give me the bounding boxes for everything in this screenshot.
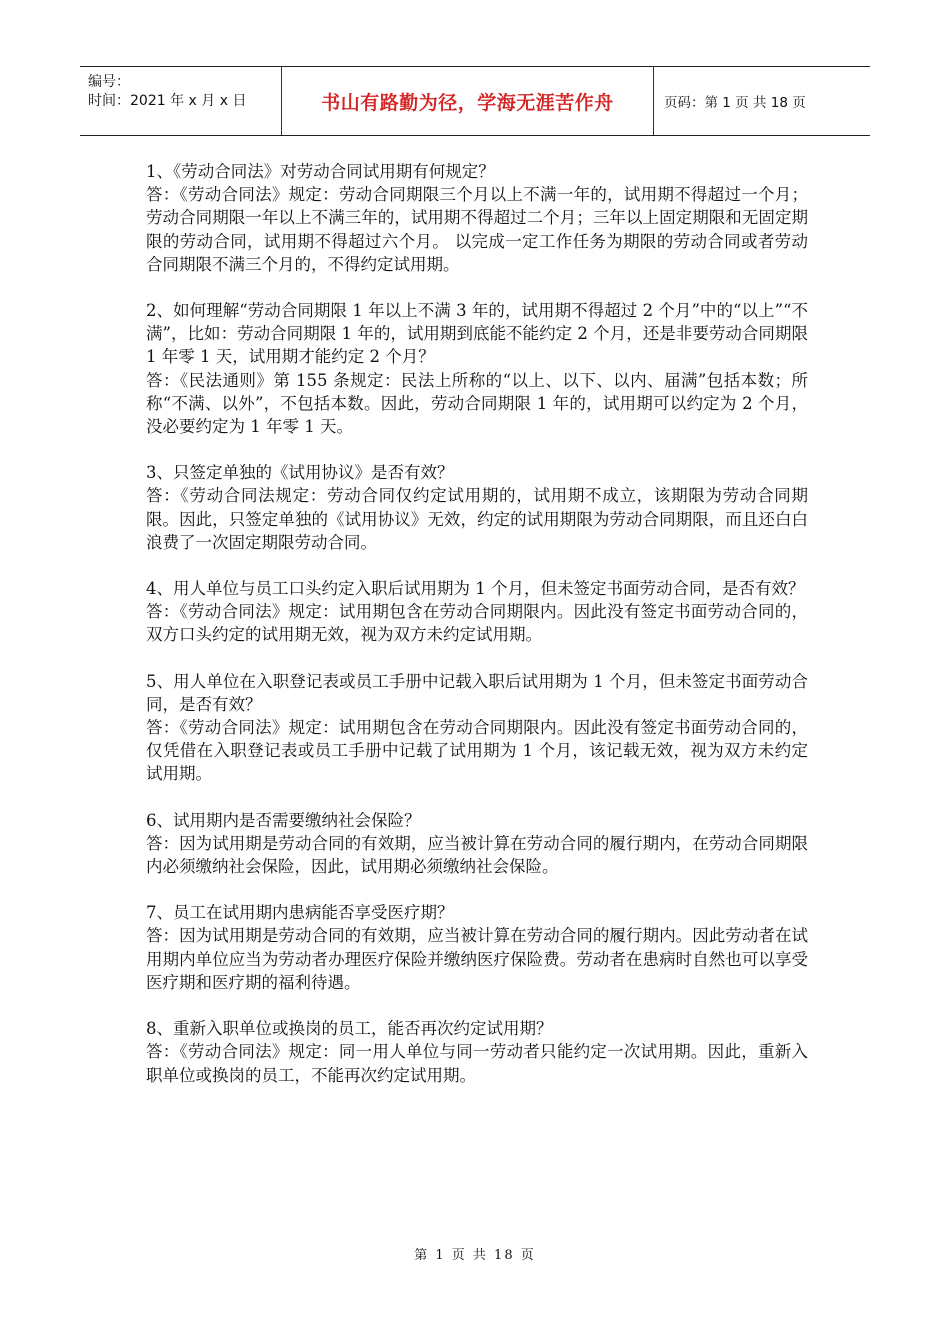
- header-motto: 书山有路勤为径，学海无涯苦作舟: [282, 67, 654, 135]
- header-meta: [80, 67, 282, 135]
- answer-text: 答：因为试用期是劳动合同的有效期，应当被计算在劳动合同的履行期内。因此劳动者在试用期内单位应当为劳动者办理医疗保险并缴纳医疗保险费。劳动者在患病时自然也可以享受医疗期和医疗期的福利待遇。: [146, 926, 808, 992]
- question-text: 1、《劳动合同法》对劳动合同试用期有何规定？: [146, 162, 495, 181]
- answer-text: 答：《劳动合同法》规定：劳动合同期限三个月以上不满一年的，试用期不得超过一个月；劳动合同期限一年以上不满三年的，试用期不得超过二个月；三年以上固定期限和无固定期限的劳动合同，试用期不得超过六个月。 以完成一定工作任务为期限的劳动合同或者劳动合同期限不满三个月的，不得约定试用期。: [146, 185, 808, 274]
- question-text: 8、重新入职单位或换岗的员工，能否再次约定试用期？: [146, 1019, 553, 1039]
- document-body: [146, 160, 808, 1110]
- qa-item: [146, 160, 808, 276]
- answer-text: 答：《劳动合同法》规定：试用期包含在劳动合同期限内。因此没有签定书面劳动合同的，仅凭借在入职登记表或员工手册中记载了试用期为 1 个月，该记载无效，视为双方未约定试用期。: [146, 718, 808, 784]
- qa-item: [146, 461, 808, 554]
- document-number-label: 编号：: [88, 74, 130, 90]
- question-text: 3、只签定单独的《试用协议》是否有效？: [146, 463, 454, 483]
- question-text: 7、员工在试用期内患病能否享受医疗期？: [146, 903, 454, 923]
- answer-text: 答：因为试用期是劳动合同的有效期，应当被计算在劳动合同的履行期内，在劳动合同期限内必须缴纳社会保险，因此，试用期必须缴纳社会保险。: [146, 833, 808, 877]
- qa-item: [146, 1017, 808, 1087]
- answer-text: 答：《民法通则》第 155 条规定：民法上所称的“以上、以下、以内、届满”包括本数；所称“不满、以外”，不包括本数。因此，劳动合同期限 1 年的，试用期可以约定为 2 个月，没必要约定为 1 年零 1 天。: [146, 370, 808, 437]
- qa-item: [146, 901, 808, 994]
- qa-item: [146, 299, 808, 438]
- answer-text: 答：《劳动合同法》规定：试用期包含在劳动合同期限内。因此没有签定书面劳动合同的，双方口头约定的试用期无效，视为双方未约定试用期。: [146, 602, 808, 645]
- document-date: 时间：2021 年 x 月 x 日: [88, 93, 247, 109]
- qa-item: [146, 809, 808, 879]
- question-text: 2、如何理解“劳动合同期限 1 年以上不满 3 年的，试用期不得超过 2 个月”中的“以上”“不满”，比如：劳动合同期限 1 年的，试用期到底能不能约定 2 个月，还是非要劳动合同期限 1 年零 1 天，试用期才能约定 2 个月？: [146, 301, 808, 367]
- question-text: 4、用人单位与员工口头约定入职后试用期为 1 个月，但未签定书面劳动合同，是否有效？: [146, 579, 805, 599]
- document-header: [80, 66, 870, 136]
- qa-item: [146, 577, 808, 647]
- qa-item: [146, 670, 808, 786]
- answer-text: 答：《劳动合同法》规定：同一用人单位与同一劳动者只能约定一次试用期。因此，重新入职单位或换岗的员工，不能再次约定试用期。: [146, 1042, 808, 1085]
- question-text: 5、用人单位在入职登记表或员工手册中记载入职后试用期为 1 个月，但未签定书面劳动合同，是否有效？: [146, 671, 808, 714]
- header-page-info: 页码：第 1 页 共 18 页: [664, 95, 806, 111]
- page-footer: 第 1 页 共 18 页: [414, 1248, 536, 1263]
- answer-text: 答：《劳动合同法规定：劳动合同仅约定试用期的，试用期不成立，该期限为劳动合同期限。因此，只签定单独的《试用协议》无效，约定的试用期限为劳动合同期限，而且还白白浪费了一次固定期限劳动合同。: [146, 486, 808, 552]
- question-text: 6、试用期内是否需要缴纳社会保险？: [146, 810, 421, 830]
